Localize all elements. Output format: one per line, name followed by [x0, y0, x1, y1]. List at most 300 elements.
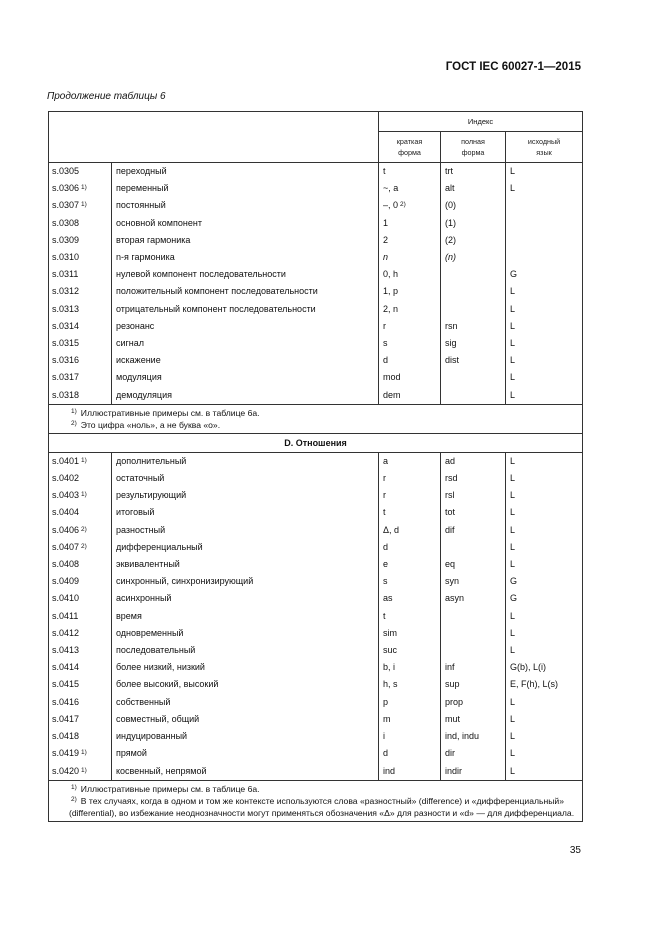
full-text: rsn [445, 320, 458, 331]
full-text: tot [445, 507, 456, 518]
cell-full [441, 335, 506, 352]
lang-text: L [510, 389, 516, 400]
full-form-header-line1: полная [461, 137, 485, 146]
name-text: время [116, 610, 142, 621]
cell-code [49, 745, 112, 762]
code-text: s.0318 [52, 389, 80, 400]
name-text: переменный [116, 183, 169, 194]
code-text: s.0312 [52, 286, 80, 297]
code-text: s.0407 [52, 541, 80, 552]
cell-lang [506, 608, 583, 625]
short-text: sim [383, 627, 397, 638]
table-row [49, 335, 583, 352]
short-text: dem [383, 389, 401, 400]
name-text: дифференциальный [116, 541, 203, 552]
name-text: демодуляция [116, 389, 172, 400]
lang-text: G [510, 269, 518, 280]
footnote-text: Это цифра «ноль», а не буква «о». [80, 419, 221, 430]
cell-code [49, 163, 112, 181]
cell-full [441, 352, 506, 369]
code-text: s.0410 [52, 593, 80, 604]
cell-lang [506, 522, 583, 539]
cell-full [441, 301, 506, 318]
table-row [49, 625, 583, 642]
cell-lang [506, 659, 583, 676]
cell-full [441, 539, 506, 556]
short-text: suc [383, 645, 398, 656]
code-text: s.0309 [52, 234, 80, 245]
section-title: D. Отношения [49, 433, 583, 452]
footnote-mark: 2) [81, 525, 87, 533]
name-text: собственный [116, 696, 171, 707]
cell-full [441, 694, 506, 711]
lang-text: L [510, 320, 516, 331]
footnote-mark: 1) [71, 407, 77, 415]
table-row [49, 387, 583, 405]
full-text: asyn [445, 593, 465, 604]
cell-code [49, 301, 112, 318]
footnote [69, 783, 578, 795]
cell-code [49, 608, 112, 625]
cell-lang [506, 352, 583, 369]
footnote-mark: 2) [71, 795, 77, 803]
name-text: косвенный, непрямой [116, 765, 207, 776]
cell-full [441, 573, 506, 590]
short-text: as [383, 593, 393, 604]
cell-full [441, 163, 506, 181]
cell-full [441, 676, 506, 693]
name-text: более низкий, низкий [116, 662, 205, 673]
cell-code [49, 249, 112, 266]
code-text: s.0419 [52, 748, 80, 759]
short-form-header-line1: краткая [396, 137, 423, 146]
cell-lang [506, 470, 583, 487]
full-form-header [441, 132, 506, 163]
footnote-mark: 1) [81, 491, 87, 499]
cell-code [49, 573, 112, 590]
name-text: нулевой компонент последовательности [116, 269, 286, 280]
footnote-text: Иллюстративные примеры см. в таблице 6а. [80, 407, 260, 418]
name-text: асинхронный [116, 593, 172, 604]
cell-name [112, 369, 379, 386]
cell-code [49, 470, 112, 487]
cell-short [379, 625, 441, 642]
section-header-row [49, 433, 583, 452]
name-text: совместный, общий [116, 713, 200, 724]
cell-code [49, 504, 112, 521]
cell-name [112, 556, 379, 573]
cell-short [379, 694, 441, 711]
short-text: Δ, d [383, 524, 400, 535]
name-text: дополнительный [116, 455, 187, 466]
full-text: eq [445, 559, 456, 570]
cell-lang [506, 539, 583, 556]
name-text: одновременный [116, 627, 184, 638]
cell-short [379, 659, 441, 676]
code-text: s.0408 [52, 559, 80, 570]
short-text: m [383, 713, 391, 724]
cell-name [112, 763, 379, 781]
cell-code [49, 318, 112, 335]
cell-code [49, 335, 112, 352]
short-text: t [383, 507, 386, 518]
cell-short [379, 387, 441, 405]
cell-code [49, 266, 112, 283]
lang-text: L [510, 645, 516, 656]
name-text: прямой [116, 748, 147, 759]
short-text: ~, a [383, 183, 399, 194]
cell-full [441, 556, 506, 573]
cell-lang [506, 197, 583, 214]
footnote [69, 795, 578, 819]
lang-text: E, F(h), L(s) [510, 679, 559, 690]
cell-short [379, 318, 441, 335]
cell-full [441, 711, 506, 728]
cell-lang [506, 452, 583, 470]
cell-code [49, 452, 112, 470]
table-row [49, 180, 583, 197]
table-row [49, 763, 583, 781]
name-text: основной компонент [116, 217, 202, 228]
short-text: 2 [383, 234, 389, 245]
name-text: отрицательный компонент последовательности [116, 303, 316, 314]
full-text: sig [445, 338, 457, 349]
cell-short [379, 369, 441, 386]
cell-code [49, 180, 112, 197]
notes-row [49, 780, 583, 821]
cell-code [49, 659, 112, 676]
table-row [49, 197, 583, 214]
cell-name [112, 452, 379, 470]
full-text: rsd [445, 473, 458, 484]
cell-lang [506, 487, 583, 504]
cell-name [112, 180, 379, 197]
full-text: dif [445, 524, 455, 535]
cell-short [379, 590, 441, 607]
cell-code [49, 556, 112, 573]
name-text: переходный [116, 166, 167, 176]
short-text: 1 [383, 217, 389, 228]
short-text: e [383, 559, 389, 570]
footnote-text: Иллюстративные примеры см. в таблице 6а. [80, 783, 260, 794]
code-text: s.0315 [52, 338, 80, 349]
table-row [49, 369, 583, 386]
table-row [49, 608, 583, 625]
table-row [49, 283, 583, 300]
cell-full [441, 504, 506, 521]
table-row [49, 694, 583, 711]
cell-lang [506, 387, 583, 405]
cell-short [379, 642, 441, 659]
cell-short [379, 556, 441, 573]
short-text: t [383, 610, 386, 621]
code-text: s.0317 [52, 372, 80, 383]
short-text: p [383, 696, 389, 707]
cell-lang [506, 573, 583, 590]
footnote-mark: 1) [81, 184, 87, 192]
cell-short [379, 539, 441, 556]
cell-full [441, 608, 506, 625]
lang-text: G(b), L(i) [510, 662, 546, 673]
cell-full [441, 197, 506, 214]
table-row [49, 522, 583, 539]
cell-short [379, 283, 441, 300]
cell-lang [506, 556, 583, 573]
code-text: s.0308 [52, 217, 80, 228]
name-text: вторая гармоника [116, 234, 191, 245]
table-row [49, 504, 583, 521]
lang-text: L [510, 559, 516, 570]
cell-full [441, 318, 506, 335]
cell-code [49, 215, 112, 232]
table-row [49, 728, 583, 745]
cell-name [112, 283, 379, 300]
full-text: mut [445, 713, 461, 724]
cell-lang [506, 642, 583, 659]
full-text: (0) [445, 200, 456, 211]
full-text: dir [445, 748, 456, 759]
name-text: эквивалентный [116, 559, 180, 570]
name-text: последовательный [116, 645, 196, 656]
lang-text: L [510, 372, 516, 383]
table-row [49, 215, 583, 232]
index-header: Индекс [379, 112, 583, 132]
short-text: ind [383, 765, 396, 776]
full-text: sup [445, 679, 460, 690]
cell-name [112, 676, 379, 693]
symbols-table [48, 111, 583, 822]
code-text: s.0307 [52, 200, 80, 211]
cell-lang [506, 283, 583, 300]
table-row [49, 539, 583, 556]
lang-text: L [510, 627, 516, 638]
cell-lang [506, 590, 583, 607]
cell-short [379, 504, 441, 521]
code-text: s.0409 [52, 576, 80, 587]
cell-name [112, 590, 379, 607]
code-text: s.0414 [52, 662, 80, 673]
code-text: s.0313 [52, 303, 80, 314]
table-row [49, 163, 583, 181]
cell-short [379, 232, 441, 249]
full-text: (1) [445, 217, 456, 228]
code-text: s.0311 [52, 269, 79, 280]
cell-code [49, 676, 112, 693]
footnote-mark: 1) [81, 766, 87, 774]
full-text: (2) [445, 234, 456, 245]
name-text: постоянный [116, 200, 166, 211]
table-row [49, 573, 583, 590]
full-text: ind, indu [445, 731, 480, 742]
code-text: s.0417 [52, 713, 80, 724]
short-form-header [379, 132, 441, 163]
footnote-text: В тех случаях, когда в одном и том же контексте используются слова «разностный» (difference) и «дифференциальный» (differential), во избежание неоднозначности могут применяться обозначения «Δ» для разности и «d» — для дифференциала. [69, 795, 575, 818]
table-row [49, 249, 583, 266]
table-row [49, 642, 583, 659]
cell-short [379, 301, 441, 318]
cell-lang [506, 676, 583, 693]
full-text: alt [445, 183, 455, 194]
cell-code [49, 539, 112, 556]
code-text: s.0314 [52, 320, 80, 331]
cell-short [379, 163, 441, 181]
table-row [49, 352, 583, 369]
cell-lang [506, 266, 583, 283]
lang-text: L [510, 541, 516, 552]
lang-text: L [510, 473, 516, 484]
code-text: s.0420 [52, 765, 80, 776]
cell-lang [506, 369, 583, 386]
cell-name [112, 335, 379, 352]
short-text: d [383, 748, 389, 759]
cell-short [379, 573, 441, 590]
cell-name [112, 487, 379, 504]
code-text: s.0404 [52, 507, 80, 518]
short-text: n [383, 252, 389, 263]
short-text: i [383, 731, 385, 742]
cell-code [49, 352, 112, 369]
name-text: искажение [116, 355, 161, 366]
lang-text: L [510, 507, 516, 518]
footnote [69, 419, 578, 431]
lang-text: L [510, 338, 516, 349]
lang-text: G [510, 576, 518, 587]
footnote-mark: 1) [81, 201, 87, 209]
cell-lang [506, 711, 583, 728]
lang-text: L [510, 303, 516, 314]
source-language-header [506, 132, 583, 163]
footnote-mark: 1) [81, 749, 87, 757]
name-text: индуцированный [116, 731, 188, 742]
short-text: r [383, 473, 386, 484]
cell-lang [506, 745, 583, 762]
lang-text: L [510, 455, 516, 466]
short-form-header-line2: форма [398, 148, 421, 157]
cell-name [112, 625, 379, 642]
cell-name [112, 301, 379, 318]
lang-text: L [510, 166, 516, 176]
name-text: модуляция [116, 372, 162, 383]
lang-text: L [510, 696, 516, 707]
cell-full [441, 452, 506, 470]
cell-full [441, 470, 506, 487]
name-text: разностный [116, 524, 166, 535]
full-text: rsl [445, 490, 455, 501]
lang-text: L [510, 765, 516, 776]
cell-name [112, 470, 379, 487]
short-text: mod [383, 372, 401, 383]
source-language-header-line1: исходный [527, 137, 561, 146]
short-text: b, i [383, 662, 396, 673]
cell-short [379, 728, 441, 745]
code-text: s.0402 [52, 473, 80, 484]
code-text: s.0306 [52, 183, 80, 194]
lang-text: L [510, 731, 516, 742]
name-text: остаточный [116, 473, 165, 484]
cell-short [379, 470, 441, 487]
full-form-header-line2: форма [461, 148, 485, 157]
cell-short [379, 711, 441, 728]
table-row [49, 745, 583, 762]
cell-code [49, 283, 112, 300]
cell-name [112, 522, 379, 539]
cell-code [49, 694, 112, 711]
cell-full [441, 763, 506, 781]
table-row [49, 659, 583, 676]
lang-text: L [510, 286, 516, 297]
cell-full [441, 369, 506, 386]
cell-lang [506, 504, 583, 521]
cell-name [112, 573, 379, 590]
short-text: s [383, 576, 388, 587]
cell-short [379, 452, 441, 470]
name-text: резонанс [116, 320, 155, 331]
name-text: результирующий [116, 490, 187, 501]
table-row [49, 711, 583, 728]
short-text: 1, p [383, 286, 399, 297]
cell-name [112, 387, 379, 405]
table-row [49, 487, 583, 504]
lang-text: L [510, 610, 516, 621]
cell-name [112, 352, 379, 369]
cell-lang [506, 625, 583, 642]
cell-full [441, 387, 506, 405]
table-row [49, 452, 583, 470]
cell-code [49, 369, 112, 386]
cell-lang [506, 694, 583, 711]
full-text: prop [445, 696, 464, 707]
short-text: t [383, 166, 386, 176]
document-id: ГОСТ IEC 60027-1—2015 [445, 61, 581, 73]
footnote-mark: 1) [81, 456, 87, 464]
lang-text: L [510, 183, 516, 194]
table-row [49, 470, 583, 487]
table-row [49, 676, 583, 693]
cell-name [112, 197, 379, 214]
full-text: (n) [445, 252, 456, 263]
name-text: синхронный, синхронизирующий [116, 576, 254, 587]
cell-lang [506, 301, 583, 318]
table-row [49, 232, 583, 249]
table-caption: Продолжение таблицы 6 [47, 91, 166, 102]
full-text: ad [445, 455, 456, 466]
cell-lang [506, 180, 583, 197]
cell-code [49, 642, 112, 659]
cell-lang [506, 318, 583, 335]
cell-short [379, 763, 441, 781]
footnote [69, 407, 578, 419]
cell-short [379, 249, 441, 266]
lang-text: L [510, 355, 516, 366]
name-text: положительный компонент последовательности [116, 286, 318, 297]
notes-cell [49, 404, 583, 433]
cell-code [49, 728, 112, 745]
cell-name [112, 659, 379, 676]
short-text: 2, n [383, 303, 399, 314]
code-text: s.0406 [52, 524, 80, 535]
code-text: s.0413 [52, 645, 80, 656]
cell-short [379, 608, 441, 625]
source-language-header-line2: язык [536, 148, 552, 157]
short-text: –, 0 [383, 200, 399, 211]
cell-short [379, 676, 441, 693]
full-text: trt [445, 166, 453, 176]
cell-name [112, 504, 379, 521]
cell-lang [506, 728, 583, 745]
cell-name [112, 745, 379, 762]
table-row [49, 318, 583, 335]
table-row [49, 301, 583, 318]
